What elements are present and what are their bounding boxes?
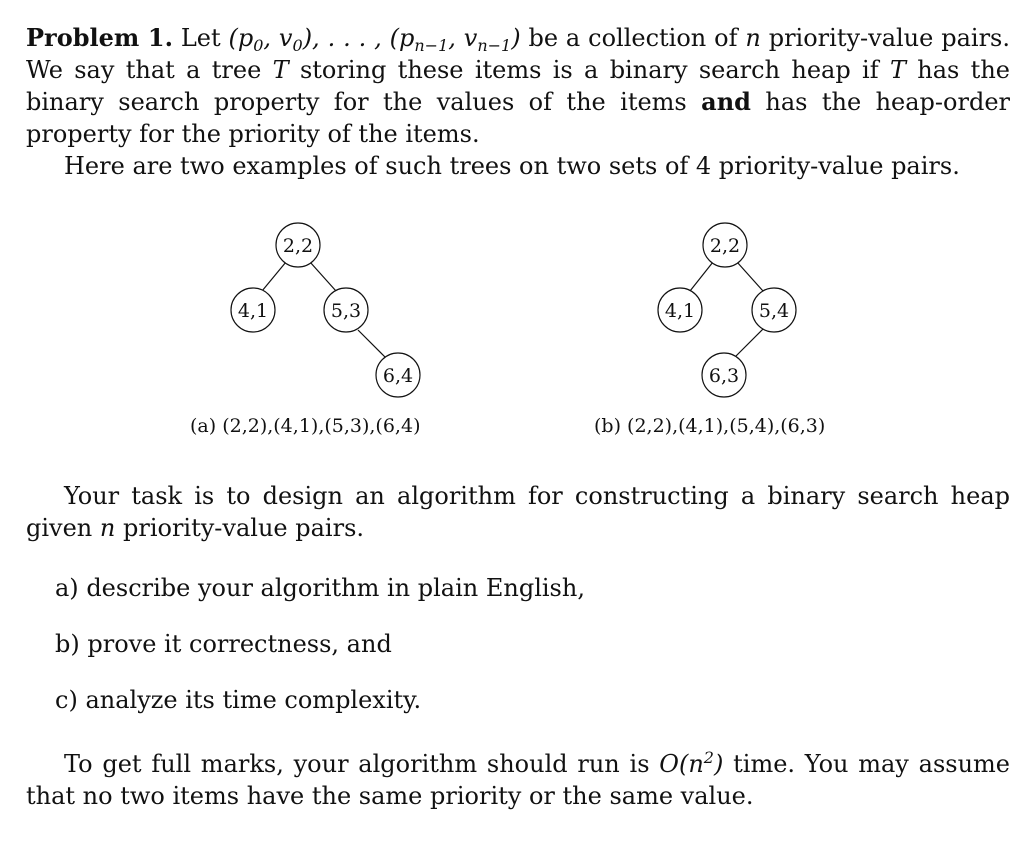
task-paragraph: Your task is to design an algorithm for constructing a binary search heap given n priority-value pairs. (26, 482, 1010, 542)
svg-text:2,2: 2,2 (282, 235, 314, 257)
complexity-expression: $O(n^2)$ (659, 748, 724, 778)
caption-b: (b) (2,2),(4,1),(5,4),(6,3) (594, 415, 826, 437)
edge-b-root-left (690, 262, 713, 291)
task-item-c: c) analyze its time complexity. (55, 686, 422, 714)
svg-text:5,4: 5,4 (758, 300, 790, 322)
svg-text:4,1: 4,1 (664, 300, 696, 322)
caption-a: (a) (2,2),(4,1),(5,3),(6,4) (190, 415, 421, 437)
tree-node (276, 223, 320, 267)
svg-text:5,3: 5,3 (330, 300, 362, 322)
tree-node (703, 223, 747, 267)
edge-b-root-right (737, 262, 763, 291)
svg-text:6,3: 6,3 (708, 365, 740, 387)
tree-node (702, 353, 746, 397)
math-pairs: ($p_0$, $v_0$), . . . , ($p_{n-1}$, $v_{n-1}$) (228, 24, 521, 55)
edge-a-root-left (262, 262, 286, 291)
tree-b (594, 223, 825, 437)
problem-statement: Problem 1. Let ($p_0$, $v_0$), . . . , ($p_{n-1}$, $v_{n-1}$) be a collection of n priority-value pairs. We say that a tree T storing these items is a binary search heap if T has the binary search property for the values of the items and has the heap-order property for the priority of the items. (26, 23, 1010, 148)
svg-text:6,4: 6,4 (382, 365, 414, 387)
tree-node (231, 288, 275, 332)
tree-node (376, 353, 420, 397)
task-item-a: a) describe your algorithm in plain English, (55, 574, 585, 602)
tree-a (190, 223, 420, 437)
closing-paragraph: To get full marks, your algorithm should run is $O(n^2)$ time. You may assume that no two items have the same priority or the same value. (26, 748, 1010, 810)
tree-node (658, 288, 702, 332)
svg-text:2,2: 2,2 (709, 235, 741, 257)
edge-a-right-child (358, 330, 385, 357)
task-item-b: b) prove it correctness, and (55, 630, 392, 658)
edge-a-root-right (310, 262, 336, 291)
tree-node (752, 288, 796, 332)
examples-intro: Here are two examples of such trees on two sets of 4 priority-value pairs. (64, 152, 960, 180)
edge-b-right-child (735, 329, 763, 357)
problem-label: Problem 1. (26, 23, 173, 52)
svg-text:4,1: 4,1 (237, 300, 269, 322)
tree-node (324, 288, 368, 332)
